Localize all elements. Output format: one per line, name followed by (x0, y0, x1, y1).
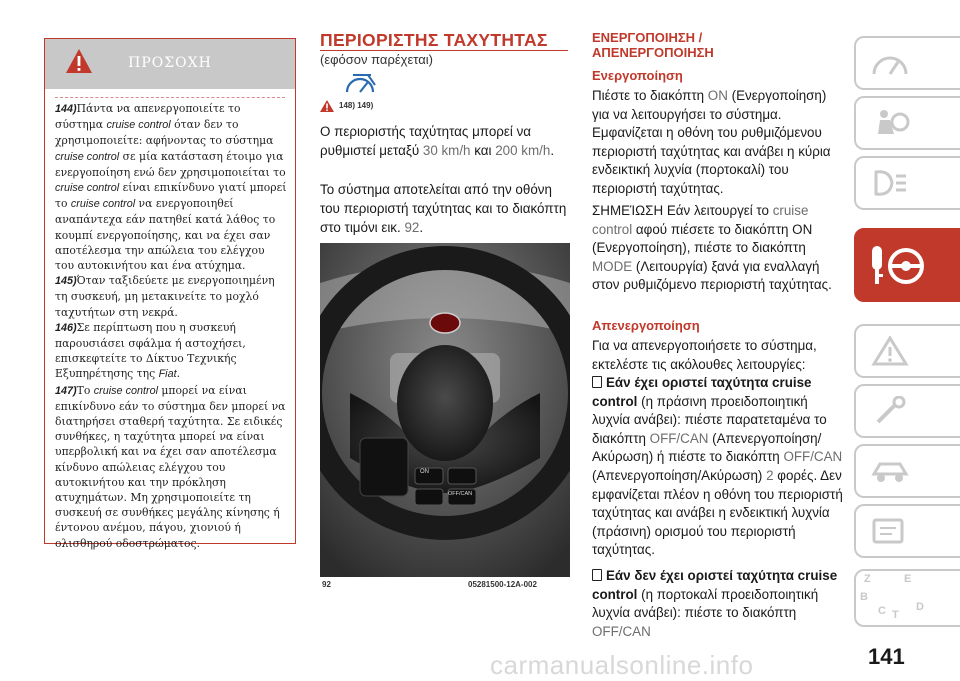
warning-text-segment: Fiat (158, 368, 177, 381)
warning-text-segment: cruise control (55, 182, 120, 195)
warning-item-number: 144) (55, 103, 77, 115)
dashboard-gauge-icon (870, 48, 910, 78)
index-letter: C (878, 605, 886, 617)
warning-box (44, 38, 296, 550)
text-part: . (419, 220, 424, 235)
tab-safety[interactable] (854, 96, 960, 150)
warning-light-icon (870, 336, 910, 366)
figure-ref: 92 (404, 220, 420, 235)
tab-driving[interactable] (854, 228, 960, 302)
title-line: ΕΝΕΡΓΟΠΟΙΗΣΗ / (592, 30, 703, 45)
mode-switch: MODE (592, 258, 633, 274)
warning-text-segment: cruise control (106, 119, 171, 132)
tab-warning-lights[interactable] (854, 324, 960, 378)
tech-data-icon (870, 516, 910, 546)
steering-wheel-illustration (320, 243, 570, 577)
airbag-icon (870, 108, 910, 138)
warning-item-number: 145) (55, 275, 77, 288)
warning-text-segment: σε μία κατάσταση έτοιμο για ενεργοποίηση ενώ δεν χρησιμοποιείται το (55, 149, 286, 179)
on-switch: ON (707, 88, 728, 103)
warning-text-segment: cruise control (93, 384, 158, 397)
watermark: carmanualsonline.info (490, 650, 754, 680)
cruise-control-term: cruise control (592, 203, 809, 237)
bullet-heading: Εάν έχει οριστεί ταχύτητα cruise control (592, 375, 812, 409)
warning-item (55, 101, 287, 273)
warning-text-segment: cruise control (70, 198, 136, 211)
off-can-switch: OFF/CAN (649, 430, 709, 446)
text-part: (Απενεργοποίηση/Ακύρωση) ή πιέστε το διακόπτη (592, 430, 822, 465)
press-count: 2 (766, 467, 774, 483)
warning-text-segment: cruise control (55, 150, 120, 163)
text-part: (Απενεργοποίηση/Ακύρωση) (592, 467, 767, 483)
warning-item (55, 320, 287, 383)
warning-text-segment: είναι επικίνδυνο γιατί μπορεί το (55, 181, 287, 211)
speed-limiter-icon (344, 72, 380, 94)
limiter-range-text (320, 122, 570, 160)
index-letter: D (916, 601, 924, 613)
off-can-switch: OFF/CAN (783, 449, 843, 465)
index-letter: B (860, 591, 868, 603)
text-part: αφού πιέσετε το διακόπτη ON (Ενεργοποίηση), πιέστε το διακόπτη (592, 221, 813, 256)
warning-text-segment: . (176, 367, 181, 381)
note-text (592, 202, 847, 295)
warning-text-segment: Πάντα να απενεργοποιείτε το σύστημα (55, 102, 241, 132)
figure-number: 92 (322, 580, 331, 589)
index-letter: T (892, 609, 899, 621)
index-letter: Z (864, 573, 871, 585)
section-title: ΠΕΡΙΟΡΙΣΤΗΣ ΤΑΧΥΤΗΤΑΣ (320, 30, 548, 50)
warning-text-segment: να ενεργοποιηθεί αναπάντεχα εάν πατηθεί κατά λάθος το κουμπί ενεργοποίησης, και να έχει σαν αποτέλεσμα την απώλεια του ελέγχου του αυτοκινήτου και ένα ατύχημα. (55, 197, 276, 273)
warning-item (55, 273, 287, 320)
text-part: (η πορτοκαλί προειδοποιητική λυχνία ανάβει): πιέστε το διακόπτη (592, 586, 819, 621)
figure-code: 05281500-12A-002 (468, 580, 537, 589)
activation-section-title (592, 30, 842, 60)
warning-text-segment: όταν δεν το χρησιμοποιείτε: αφήνοντας το σύστημα (55, 118, 274, 148)
speed-min: 30 km/h (422, 143, 471, 158)
text-part: φορές. Δεν εμφανίζεται πλέον η οθόνη του περιοριστή ταχύτητας και ανάβει η ενδεικτική λυχνία (πράσινη) ορισμού του περιοριστή ταχύτητας. (592, 467, 843, 558)
warning-item (55, 383, 287, 551)
warning-header (45, 39, 295, 89)
bullet-set-speed (592, 374, 847, 560)
title-line: ΑΠΕΝΕΡΓΟΠΟΙΗΣΗ (592, 45, 714, 60)
text-part: (η πράσινη προειδοποιητική λυχνία ανάβει): πιέστε παρατεταμένα το διακόπτη (592, 393, 827, 446)
text-part: και (470, 143, 496, 158)
text-part: (Λειτουργία) ξανά για εναλλαγή στον ρυθμιζόμενο περιοριστή ταχύτητας. (592, 258, 832, 293)
text-part: Το σύστημα αποτελείται από την οθόνη του περιοριστή ταχύτητας και το διακόπτη στο τιμόνι εικ. (320, 182, 567, 235)
btn-off-label: OFF/CAN (448, 491, 473, 497)
system-description-text (320, 180, 570, 237)
headlight-icon (870, 168, 910, 198)
off-can-switch: OFF/CAN (592, 623, 651, 639)
warning-ref-icon (320, 100, 334, 112)
warning-title: ΠΡΟΣΟΧΗ (128, 55, 212, 71)
warning-item-number: 147) (55, 384, 77, 397)
bullet-no-speed (592, 567, 847, 641)
bullet-box-icon (592, 569, 602, 581)
text-part: ΣΗΜΕΊΩΣΗ Εάν λειτουργεί το (592, 203, 773, 218)
section-title-rule (320, 50, 568, 51)
speed-max: 200 km/h (495, 143, 551, 158)
bullet-box-icon (592, 376, 602, 388)
btn-on-label: ON (420, 469, 429, 475)
tab-specifications[interactable] (854, 504, 960, 558)
warning-item-number: 146) (55, 321, 77, 334)
key-steering-wheel-icon (866, 242, 926, 290)
tab-maintenance[interactable] (854, 444, 960, 498)
wrench-icon (870, 396, 910, 426)
steering-wheel-photo (320, 243, 570, 577)
tab-alphabetical-index[interactable] (854, 569, 960, 627)
activation-text (592, 87, 847, 199)
text-part: Ο περιοριστής ταχύτητας μπορεί να ρυθμιστεί μεταξύ (320, 124, 532, 158)
text-part: . (550, 143, 555, 158)
page-number: 141 (868, 644, 905, 669)
deactivation-heading: Απενεργοποίηση (592, 318, 700, 333)
warning-text-segment: Σε περίπτωση που η συσκευή παρουσιάσει σφάλμα ή αστοχήσει, επισκεφτείτε το Δίκτυο Τεχνικής Εξυπηρέτησης της (55, 320, 246, 381)
deactivation-intro: Για να απενεργοποιήσετε το σύστημα, εκτελέστε τις ακόλουθες λειτουργίες: (592, 338, 817, 372)
text-part: (Ενεργοποίηση) για να λειτουργήσει το σύστημα. Εμφανίζεται η οθόνη του ρυθμιζόμενου περιοριστή ταχύτητας και ανάβει η κύρια ενδεικτική λυχνία (πορτοκαλί) του περιοριστή ταχύτητας. (592, 88, 831, 196)
text-part: Πιέστε το διακόπτη (592, 88, 708, 103)
car-lift-icon (870, 456, 910, 486)
tab-dashboard[interactable] (854, 36, 960, 90)
activation-heading: Ενεργοποίηση (592, 68, 683, 83)
section-subtitle: (εφόσον παρέχεται) (320, 52, 433, 67)
bullet-heading: Εάν δεν έχει οριστεί ταχύτητα cruise control (592, 568, 838, 602)
warning-text-segment: μπορεί να είναι επικίνδυνο εάν το σύστημα δεν μπορεί να διατηρήσει σταθερή ταχύτητα. Σε ειδικές συνθήκες, η ταχύτητα μπορεί να είναι υπερβολική και να έχει σαν αποτέλεσμα κίνδυνο απώλειας ελέγχου του αυτοκινήτου και την πρόκληση ατυχημάτων. Μη χρησιμοποιείτε τη συσκευή σε συνθήκες μεγάλης κίνησης ή έντονου ανέμου, πάγου, χιονιού ή ολισθηρού οδοστρώματος. (55, 383, 286, 550)
tab-emergency[interactable] (854, 384, 960, 438)
index-letter: E (904, 573, 912, 585)
warning-text-segment: Το (76, 383, 94, 397)
warning-refs: 148) 149) (339, 101, 374, 110)
tab-lights[interactable] (854, 156, 960, 210)
warning-text-segment: Όταν ταξιδεύετε με ενεργοποιημένη τη συσκευή, μη μετακινείτε το μοχλό ταχυτήτων στη νεκρά. (55, 274, 275, 319)
warning-divider (55, 97, 285, 98)
warning-text (55, 101, 287, 551)
